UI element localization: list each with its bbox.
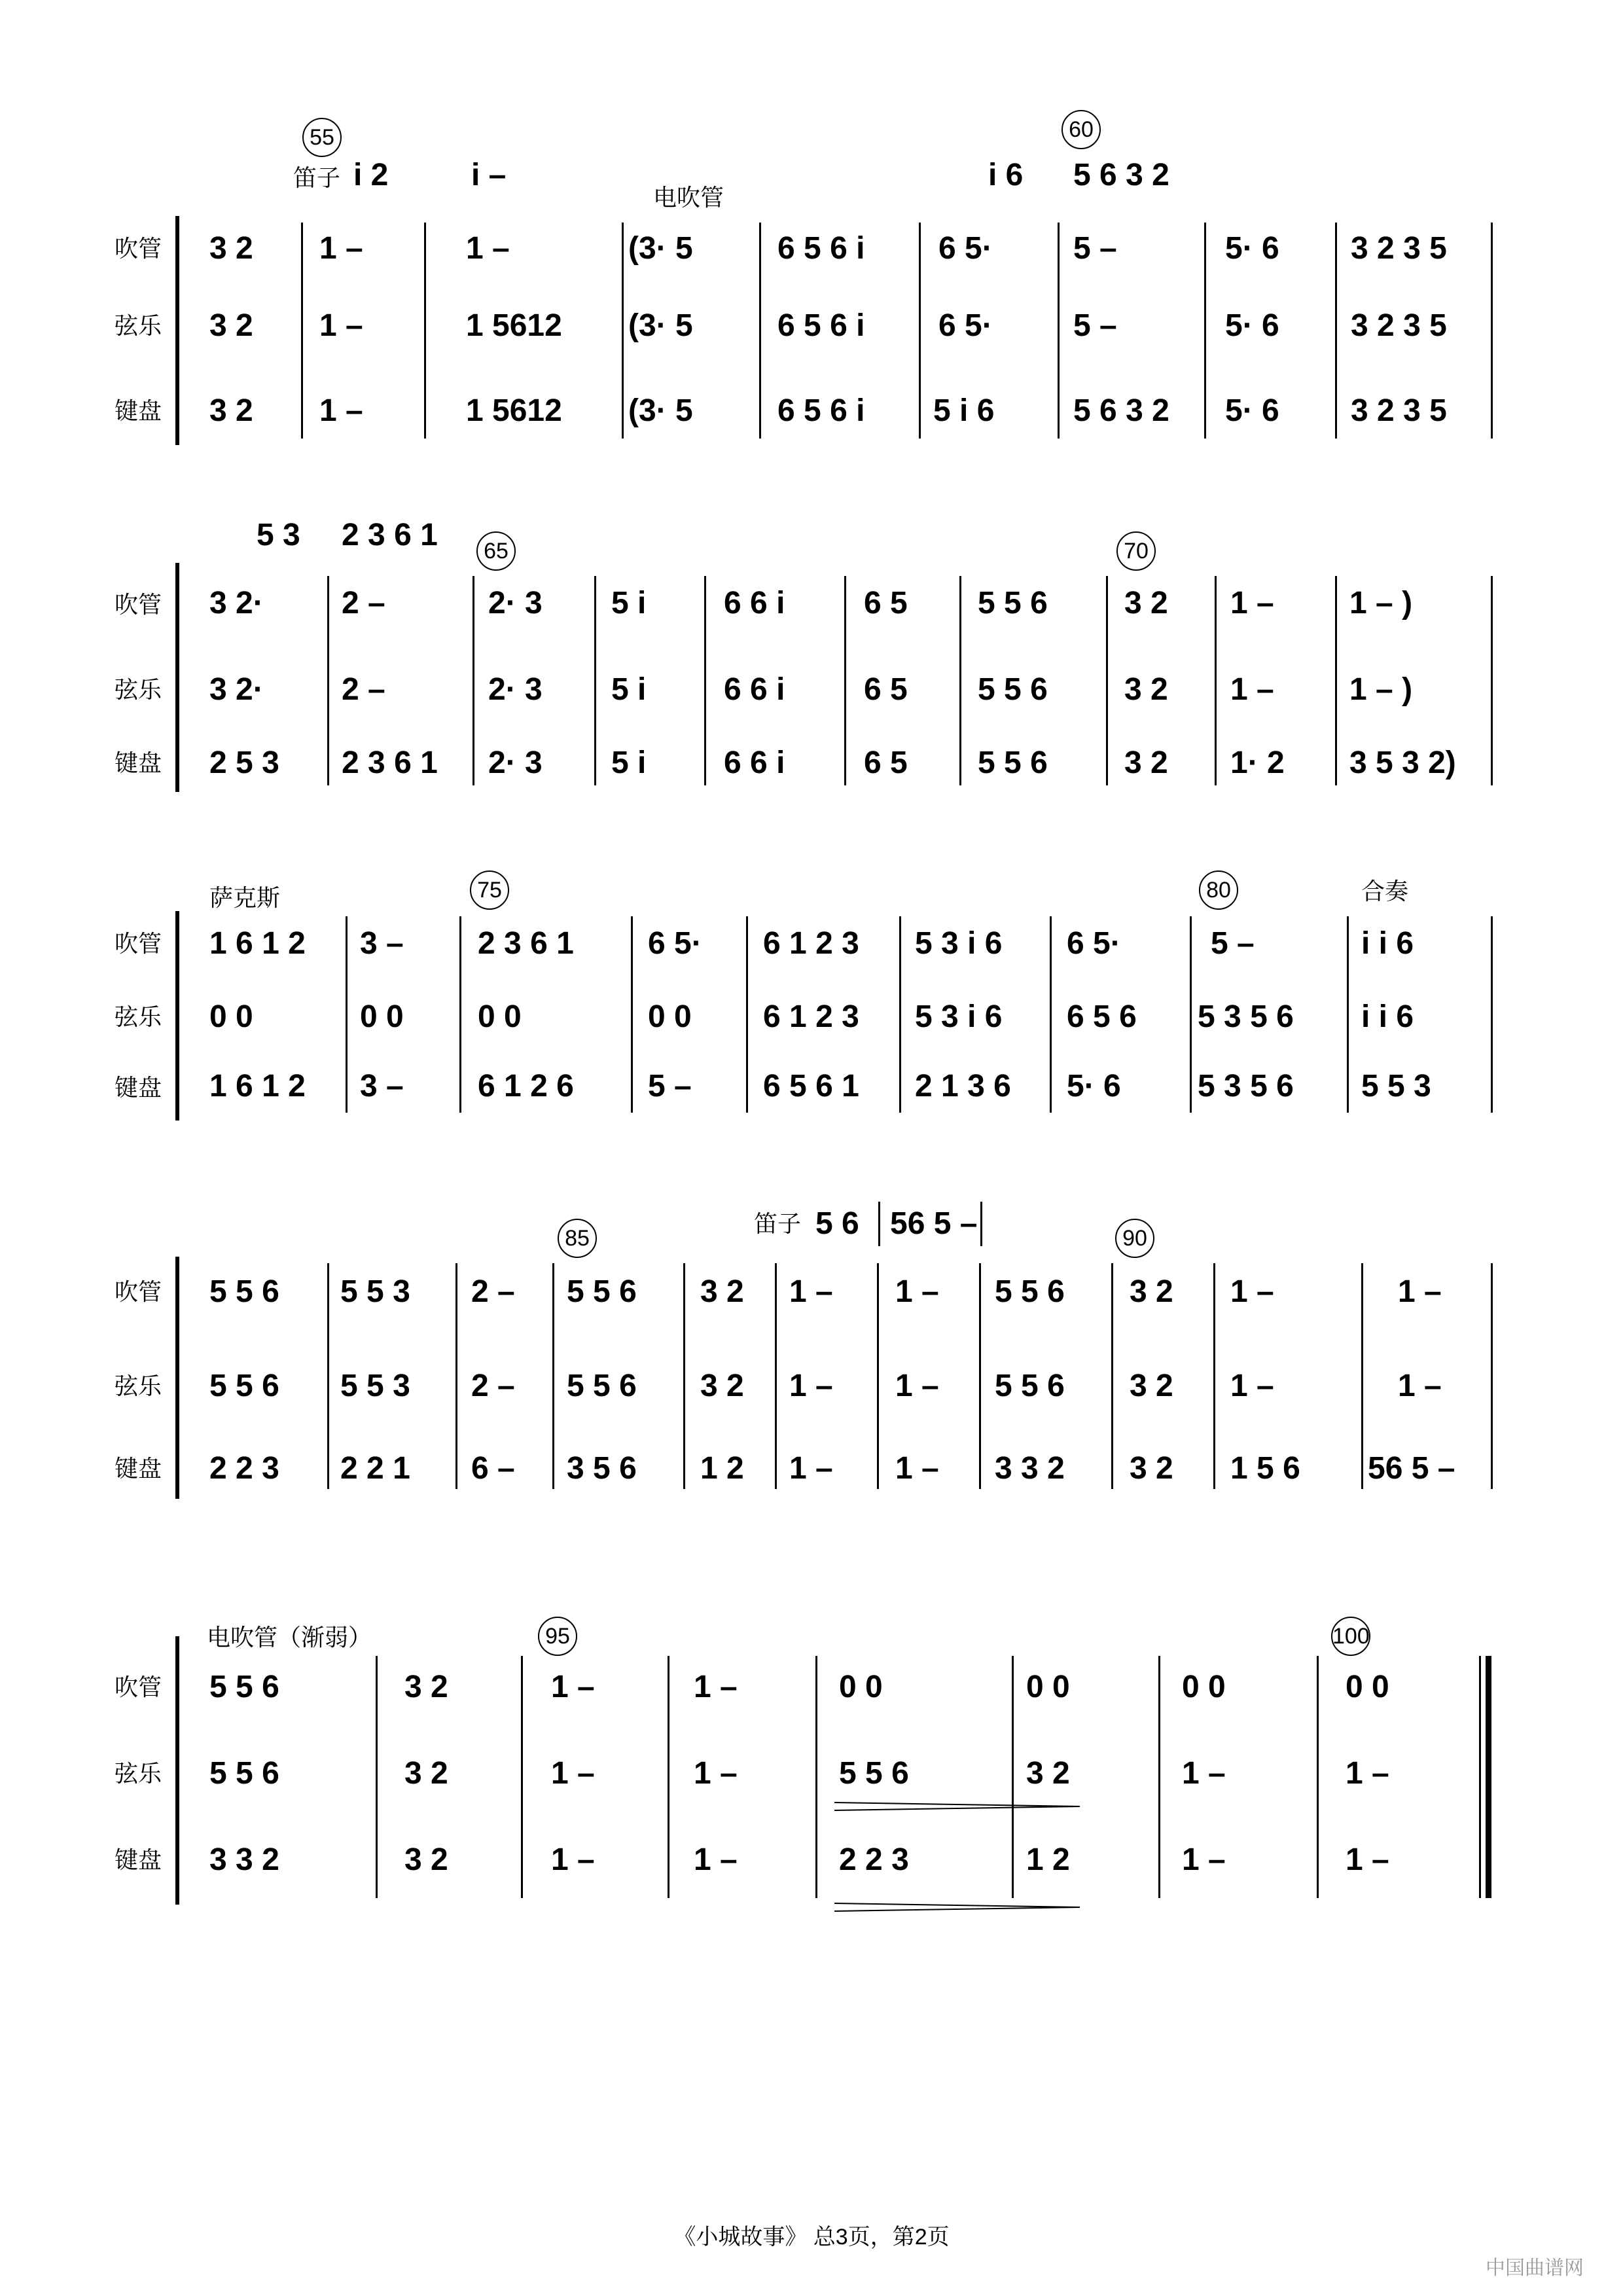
- instrument-cue-label: 合奏: [1361, 878, 1409, 905]
- measure: 5 i: [611, 586, 647, 620]
- measure: 1 –: [319, 393, 363, 428]
- measure: 5 5 6: [839, 1756, 909, 1791]
- measure: 3 5 6: [567, 1451, 637, 1486]
- measure: 3 2: [1130, 1451, 1173, 1486]
- measure: 6 1 2 3: [763, 926, 859, 961]
- measure: 6 5·: [938, 231, 993, 266]
- measure: 1 –: [895, 1274, 939, 1309]
- instrument-label: 吹管: [115, 1674, 162, 1700]
- measure: 2 2 1: [340, 1451, 410, 1486]
- measure: 5 –: [1073, 231, 1117, 266]
- measure: 2 –: [342, 586, 385, 620]
- instrument-cue-label: 萨克斯: [209, 884, 281, 911]
- measure: 1 –: [551, 1842, 595, 1877]
- measure: 1 – ): [1349, 672, 1413, 707]
- measure: 3 2: [209, 231, 253, 266]
- measure: 3 2: [1026, 1756, 1070, 1791]
- measure: 2 2 3: [209, 1451, 279, 1486]
- measure: 6 5 6: [1067, 999, 1137, 1034]
- measure: 6 5 6 i: [777, 308, 865, 343]
- measure: 5 6 3 2: [1073, 393, 1169, 428]
- measure: 1 –: [789, 1451, 833, 1486]
- measure: 3 –: [360, 926, 404, 961]
- measure: 1 –: [694, 1670, 738, 1704]
- measure: 2 3 6 1: [478, 926, 574, 961]
- measure: 1 –: [1346, 1842, 1389, 1877]
- measure: 3 2·: [209, 586, 264, 620]
- measure: 5 5 6: [995, 1369, 1065, 1403]
- measure: 3 2: [700, 1369, 744, 1403]
- measure: 0 0: [360, 999, 404, 1034]
- measure: 56 5 –: [1368, 1451, 1455, 1486]
- measure: (3· 5: [628, 231, 693, 266]
- measure: 2 –: [471, 1274, 515, 1309]
- measure: 2 2 3: [839, 1842, 909, 1877]
- measure: 2 5 3: [209, 745, 279, 780]
- instrument-label: 吹管: [115, 235, 162, 262]
- instrument-label: 弦乐: [115, 1372, 162, 1399]
- measure: 1 –: [1346, 1756, 1389, 1791]
- measure: 6 1 2 3: [763, 999, 859, 1034]
- instrument-label: 弦乐: [115, 312, 162, 339]
- measure: 1 –: [1230, 672, 1274, 707]
- measure: 2 –: [342, 672, 385, 707]
- measure: 5 5 6: [209, 1369, 279, 1403]
- measure: 1 –: [895, 1369, 939, 1403]
- measure: 1 –: [319, 308, 363, 343]
- measure: 2· 3: [488, 672, 543, 707]
- measure: 2· 3: [488, 745, 543, 780]
- measure: 5 3 i 6: [915, 999, 1003, 1034]
- instrument-cue-label: 笛子: [754, 1210, 802, 1237]
- measure: 5 5 6: [995, 1274, 1065, 1309]
- measure: 6 5: [864, 672, 908, 707]
- measure: 0 0: [1346, 1670, 1389, 1704]
- measure: 5 5 3: [1361, 1069, 1431, 1103]
- measure: 3 –: [360, 1069, 404, 1103]
- measure: 2· 3: [488, 586, 543, 620]
- measure: (3· 5: [628, 393, 693, 428]
- measure: 5· 6: [1225, 393, 1279, 428]
- measure: 1 –: [1230, 586, 1274, 620]
- rehearsal-mark: 80: [1199, 870, 1238, 910]
- instrument-cue-label: 电吹管: [653, 184, 724, 211]
- measure: 1 –: [694, 1756, 738, 1791]
- measure: 0 0: [648, 999, 692, 1034]
- instrument-label: 吹管: [115, 930, 162, 957]
- measure: 2 1 3 6: [915, 1069, 1011, 1103]
- measure: 6 5·: [1067, 926, 1121, 961]
- measure: 5 5 6: [209, 1756, 279, 1791]
- cue-notes: i 6: [988, 158, 1024, 192]
- measure: 1 –: [694, 1842, 738, 1877]
- measure: 1 –: [789, 1274, 833, 1309]
- measure: 5 –: [648, 1069, 692, 1103]
- cue-notes: 5 6 3 2: [1073, 158, 1169, 192]
- measure: 3 3 2: [995, 1451, 1065, 1486]
- measure: 5· 6: [1225, 308, 1279, 343]
- measure: 5 5 6: [209, 1670, 279, 1704]
- instrument-label: 弦乐: [115, 1760, 162, 1787]
- measure: 3 2: [1130, 1369, 1173, 1403]
- measure: 1 –: [551, 1670, 595, 1704]
- instrument-cue-label: 笛子: [293, 164, 341, 191]
- instrument-label: 键盘: [115, 1455, 162, 1482]
- measure: 3 2: [404, 1842, 448, 1877]
- measure: 5· 6: [1225, 231, 1279, 266]
- measure: 1 –: [1398, 1369, 1442, 1403]
- measure: 1 6 1 2: [209, 926, 306, 961]
- measure: 6 6 i: [724, 745, 785, 780]
- measure: 6 5: [864, 586, 908, 620]
- measure: 5 5 6: [978, 672, 1048, 707]
- measure: 5 3 5 6: [1198, 999, 1294, 1034]
- measure: 0 0: [209, 999, 253, 1034]
- measure: 5 3 i 6: [915, 926, 1003, 961]
- measure: 5 5 6: [209, 1274, 279, 1309]
- measure: 3 2 3 5: [1351, 393, 1447, 428]
- measure: 0 0: [1026, 1670, 1070, 1704]
- measure: 3 2: [209, 308, 253, 343]
- instrument-label: 键盘: [115, 1846, 162, 1873]
- rehearsal-mark: 85: [558, 1219, 597, 1258]
- measure: 6 6 i: [724, 672, 785, 707]
- measure: 5 –: [1211, 926, 1255, 961]
- measure: 3 2 3 5: [1351, 308, 1447, 343]
- instrument-label: 键盘: [115, 749, 162, 776]
- rehearsal-mark: 75: [470, 870, 509, 910]
- measure: 3 2: [404, 1670, 448, 1704]
- measure: 3 2 3 5: [1351, 231, 1447, 266]
- measure: 5· 6: [1067, 1069, 1121, 1103]
- measure: 3 2: [404, 1756, 448, 1791]
- instrument-cue-label: 电吹管（渐弱）: [207, 1624, 372, 1651]
- cue-notes: i 2: [353, 158, 389, 192]
- measure: 5 5 6: [978, 586, 1048, 620]
- rehearsal-mark: 70: [1116, 531, 1156, 571]
- measure: 1 5612: [466, 308, 562, 343]
- measure: 6 –: [471, 1451, 515, 1486]
- watermark-logo: 中国曲谱网: [1486, 2257, 1584, 2279]
- measure: 5 –: [1073, 308, 1117, 343]
- cue-notes: 2 3 6 1: [342, 518, 438, 552]
- measure: 5 5 6: [567, 1369, 637, 1403]
- measure: 1 6 1 2: [209, 1069, 306, 1103]
- measure: 5 5 6: [567, 1274, 637, 1309]
- measure: 5 5 3: [340, 1274, 410, 1309]
- measure: (3· 5: [628, 308, 693, 343]
- measure: 6 5·: [648, 926, 702, 961]
- rehearsal-mark: 55: [302, 118, 342, 157]
- measure: 3 2·: [209, 672, 264, 707]
- measure: 3 2: [1124, 586, 1168, 620]
- measure: 5 5 3: [340, 1369, 410, 1403]
- measure: 1 2: [1026, 1842, 1070, 1877]
- measure: i i 6: [1361, 999, 1414, 1034]
- cue-notes: 5 6: [815, 1206, 859, 1241]
- measure: 3 2: [1124, 745, 1168, 780]
- measure: 2 3 6 1: [342, 745, 438, 780]
- measure: 3 3 2: [209, 1842, 279, 1877]
- cue-notes: i –: [471, 158, 507, 192]
- measure: 3 5 3 2): [1349, 745, 1456, 780]
- measure: 1 –: [551, 1756, 595, 1791]
- measure: 1 – ): [1349, 586, 1413, 620]
- measure: 3 2: [209, 393, 253, 428]
- measure: 2 –: [471, 1369, 515, 1403]
- instrument-label: 吹管: [115, 1278, 162, 1305]
- instrument-label: 键盘: [115, 1074, 162, 1101]
- rehearsal-mark: 65: [476, 531, 516, 571]
- measure: 6 5·: [938, 308, 993, 343]
- measure: i i 6: [1361, 926, 1414, 961]
- measure: 6 5 6 i: [777, 393, 865, 428]
- page-footer: 《小城故事》 总3页，第2页: [673, 2225, 950, 2250]
- measure: 5 i: [611, 672, 647, 707]
- measure: 6 5: [864, 745, 908, 780]
- cue-notes: 5 3: [257, 518, 300, 552]
- rehearsal-mark: 90: [1115, 1219, 1154, 1258]
- measure: 1 5612: [466, 393, 562, 428]
- measure: 1 –: [466, 231, 510, 266]
- measure: 6 5 6 i: [777, 231, 865, 266]
- measure: 6 6 i: [724, 586, 785, 620]
- measure: 3 2: [700, 1274, 744, 1309]
- instrument-label: 弦乐: [115, 676, 162, 703]
- measure: 5 5 6: [978, 745, 1048, 780]
- measure: 1 –: [1182, 1842, 1226, 1877]
- instrument-label: 键盘: [115, 397, 162, 424]
- measure: 5 i: [611, 745, 647, 780]
- measure: 6 5 6 1: [763, 1069, 859, 1103]
- rehearsal-mark: 100: [1331, 1617, 1370, 1656]
- measure: 1 5 6: [1230, 1451, 1300, 1486]
- measure: 0 0: [1182, 1670, 1226, 1704]
- measure: 0 0: [478, 999, 522, 1034]
- measure: 1 –: [895, 1451, 939, 1486]
- measure: 5 3 5 6: [1198, 1069, 1294, 1103]
- cue-notes: 56 5 –: [890, 1206, 978, 1241]
- measure: 1 –: [319, 231, 363, 266]
- measure: 1 –: [1230, 1274, 1274, 1309]
- measure: 1 –: [1398, 1274, 1442, 1309]
- instrument-label: 弦乐: [115, 1003, 162, 1030]
- rehearsal-mark: 95: [538, 1617, 577, 1656]
- measure: 1 –: [789, 1369, 833, 1403]
- measure: 1 –: [1182, 1756, 1226, 1791]
- measure: 1· 2: [1230, 745, 1285, 780]
- measure: 1 –: [1230, 1369, 1274, 1403]
- measure: 6 1 2 6: [478, 1069, 574, 1103]
- measure: 3 2: [1130, 1274, 1173, 1309]
- rehearsal-mark: 60: [1061, 110, 1101, 149]
- measure: 5 i 6: [933, 393, 995, 428]
- instrument-label: 吹管: [115, 591, 162, 618]
- measure: 1 2: [700, 1451, 744, 1486]
- measure: 0 0: [839, 1670, 883, 1704]
- measure: 3 2: [1124, 672, 1168, 707]
